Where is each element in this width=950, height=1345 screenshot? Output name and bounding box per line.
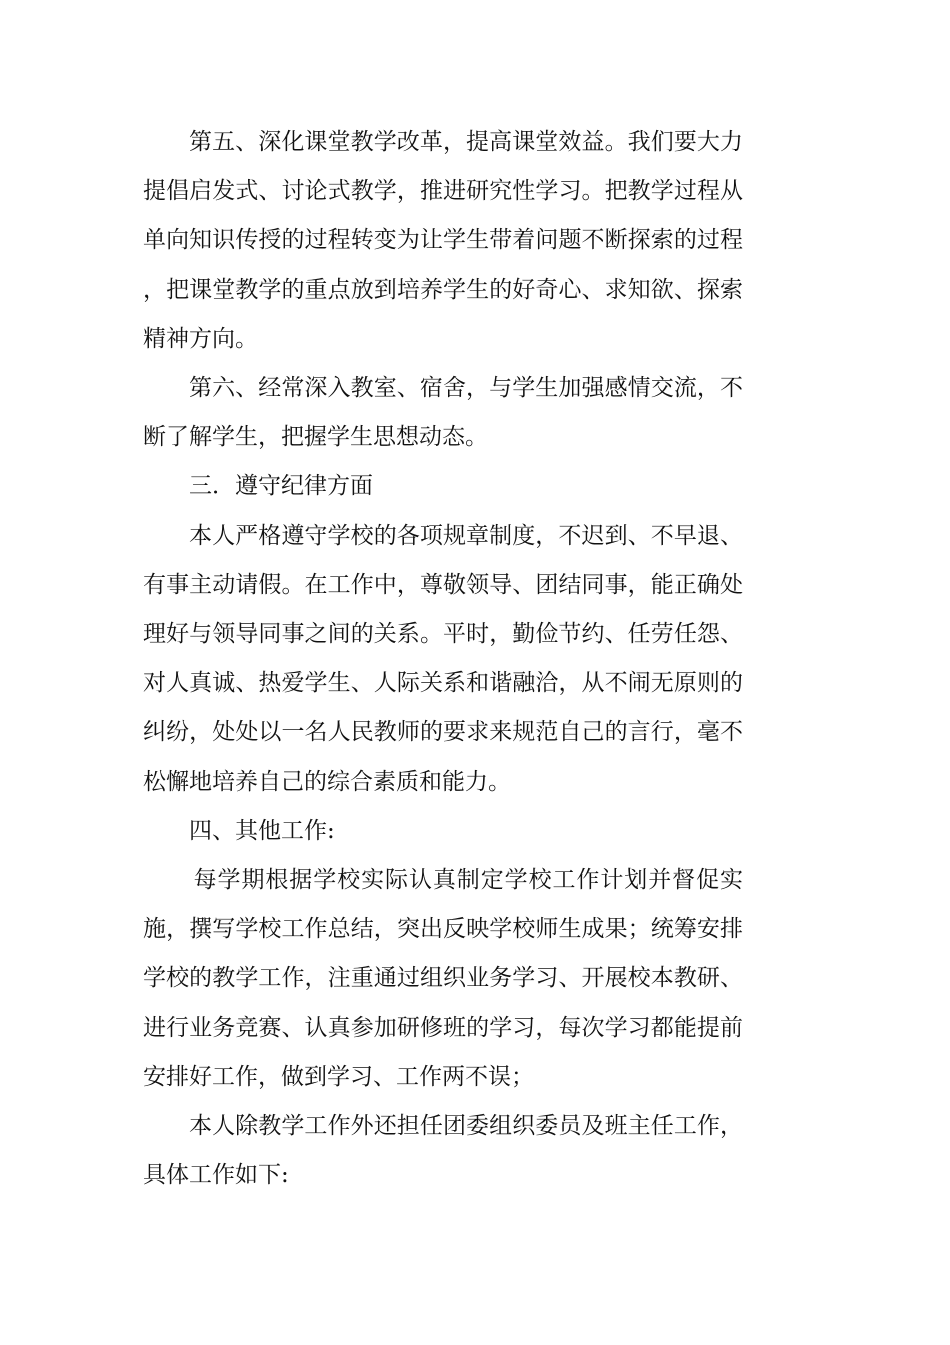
paragraph-discipline: 本人严格遵守学校的各项规章制度，不迟到、不早退、有事主动请假。在工作中，尊敬领导、团结同事，能正确处理好与领导同事之间的关系。平时，勤俭节约、任劳任怨、对人真诚、热爱学生、人际关系和谐融洽，从不闹无原则的纠纷，处处以一名人民教师的要求来规范自己的言行，毫不松懈地培养自己的综合素质和能力。: [143, 522, 743, 795]
paragraph-teaching-reform: 第五、深化课堂教学改革，提高课堂效益。我们要大力提倡启发式、讨论式教学，推进研究性学习。把教学过程从单向知识传授的过程转变为让学生带着问题不断探索的过程，把课堂教学的重点放到培养学生的好奇心、求知欲、探索精神方向。: [143, 129, 743, 352]
paragraph-student-communication: 第六、经常深入教室、宿舍，与学生加强感情交流，不断了解学生，把握学生思想动态。: [143, 375, 743, 451]
paragraph-other-work: 每学期根据学校实际认真制定学校工作计划并督促实施，撰写学校工作总结，突出反映学校师生成果；统筹安排学校的教学工作，注重通过组织业务学习、开展校本教研、进行业务竞赛、认真参加研修班的学习，每次学习都能提前安排好工作，做到学习、工作两不误；: [143, 867, 743, 1090]
paragraph-additional-duties: 本人除教学工作外还担任团委组织委员及班主任工作，具体工作如下:: [143, 1113, 743, 1189]
section-heading-other-work: 四、其他工作:: [189, 817, 335, 844]
section-heading-discipline: 三．遵守纪律方面: [189, 473, 373, 500]
document-body: [143, 118, 743, 1200]
